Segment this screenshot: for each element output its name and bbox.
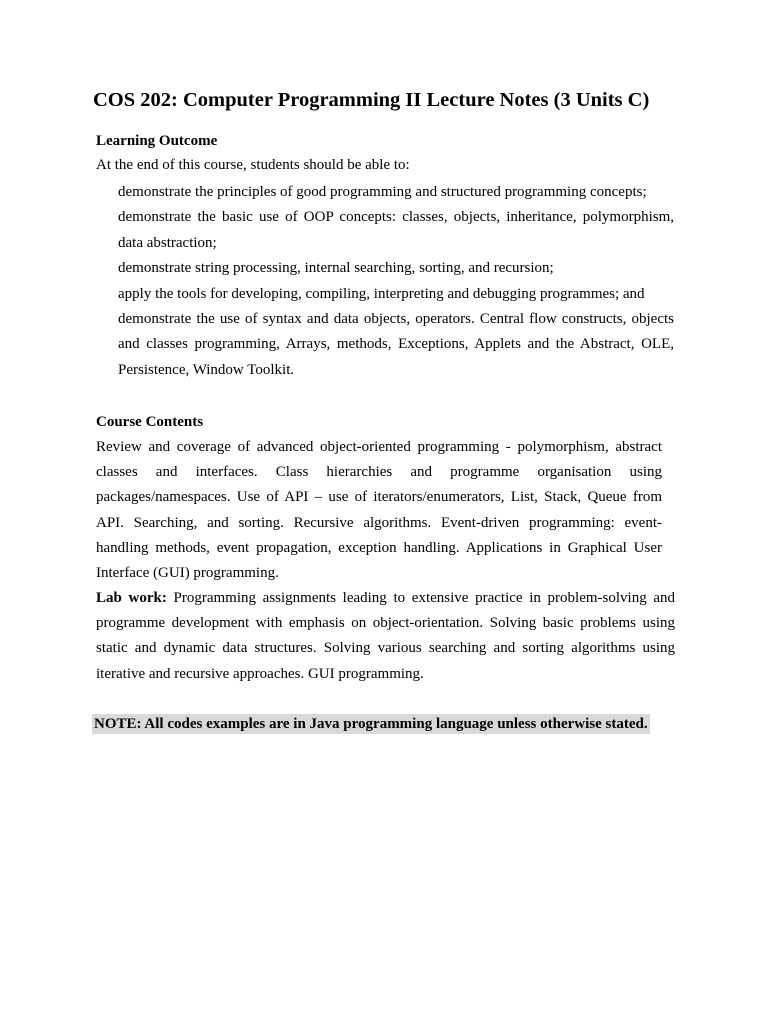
lab-work-label: Lab work: <box>96 590 167 606</box>
lab-work-paragraph <box>96 586 675 687</box>
list-item: apply the tools for developing, compiling, interpreting and debugging programmes; and <box>118 285 645 302</box>
learning-outcome-list <box>118 180 674 383</box>
learning-outcome-heading: Learning Outcome <box>96 133 218 149</box>
list-item: demonstrate the basic use of OOP concepts: classes, objects, inheritance, polymorphism, data abstraction; <box>118 209 674 251</box>
lab-work-body: Programming assignments leading to extensive practice in problem-solving and programme development with emphasis on object-orientation. Solving basic problems using static and dynamic data structures. Solving various searching and sorting algorithms using iterative and recursive approaches. GUI programming. <box>96 590 676 682</box>
course-contents-body: Review and coverage of advanced object-oriented programming - polymorphism, abstract classes and interfaces. Class hierarchies and programme organisation using packages/namespaces. Use of API – use of iterators/enumerators, List, Stack, Queue from API. Searching, and sorting. Recursive algorithms. Event-driven programming: event-handling methods, event propagation, exception handling. Applications in Graphical User Interface (GUI) programming. <box>96 439 662 582</box>
learning-outcome-intro: At the end of this course, students should be able to: <box>96 157 410 173</box>
list-item: demonstrate the use of syntax and data objects, operators. Central flow constructs, objects and classes programming, Arrays, methods, Exceptions, Applets and the Abstract, OLE, Persistence, Window Toolkit. <box>118 311 674 378</box>
list-item: demonstrate the principles of good programming and structured programming concepts; <box>118 184 647 200</box>
document-title: COS 202: Computer Programming II Lecture Notes (3 Units C) <box>93 89 650 111</box>
list-item: demonstrate string processing, internal searching, sorting, and recursion; <box>118 260 554 277</box>
note-highlight: NOTE: All codes examples are in Java programming language unless otherwise stated. <box>94 716 648 732</box>
course-contents-heading: Course Contents <box>96 414 204 430</box>
